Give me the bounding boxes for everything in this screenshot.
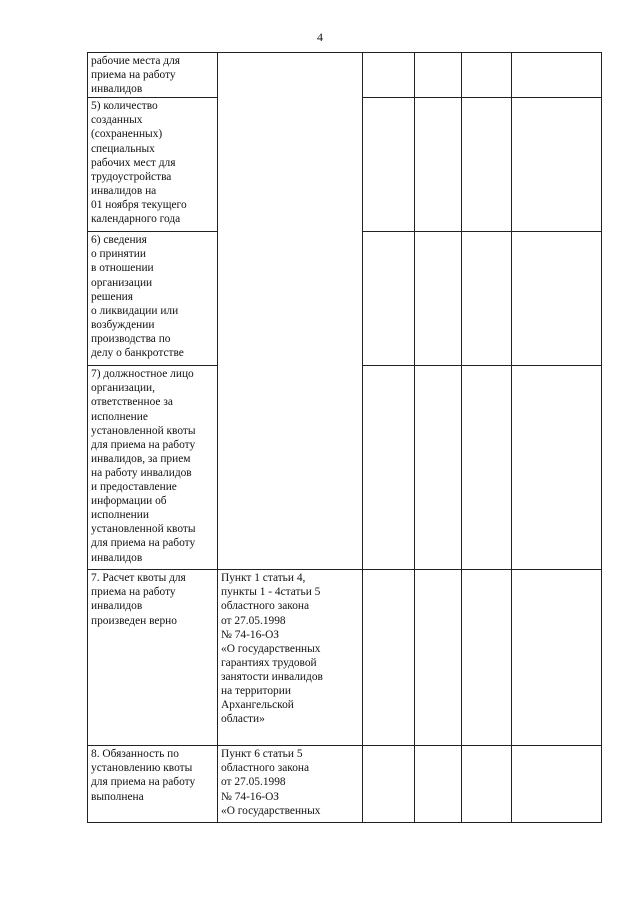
criterion-cell — [88, 366, 218, 570]
answer-cell — [462, 746, 512, 823]
answer-cell — [512, 746, 602, 823]
basis-cell — [218, 570, 363, 746]
criterion-text: 5) количество созданных (сохраненных) специальных рабочих мест для трудоустройства инвалидов на 01 ноября текущего календарного года — [91, 100, 187, 226]
answer-cell — [462, 570, 512, 746]
answer-cell — [363, 98, 415, 232]
table-row — [88, 53, 602, 98]
answer-cell — [415, 53, 462, 98]
criterion-cell — [88, 53, 218, 98]
answer-cell — [363, 570, 415, 746]
answer-cell — [512, 53, 602, 98]
criterion-cell — [88, 746, 218, 823]
answer-cell — [415, 570, 462, 746]
answer-cell — [363, 366, 415, 570]
answer-cell — [415, 366, 462, 570]
page-number: 4 — [317, 30, 323, 44]
legal-basis-text: Пункт 6 статьи 5 областного закона от 27.05.1998 № 74-16-ОЗ «О государственных — [221, 748, 321, 817]
answer-cell — [363, 53, 415, 98]
legal-basis-text: Пункт 1 статьи 4, пункты 1 - 4статьи 5 областного закона от 27.05.1998 № 74-16-ОЗ «О государственных гарантиях трудовой занятости инвалидов на территории Архангельской области» — [221, 572, 323, 726]
answer-cell — [363, 232, 415, 366]
basis-cell — [218, 746, 363, 823]
answer-cell — [462, 53, 512, 98]
criterion-cell — [88, 232, 218, 366]
answer-cell — [415, 746, 462, 823]
answer-cell — [512, 232, 602, 366]
criterion-text: 6) сведения о принятии в отношении организации решения о ликвидации или возбуждении производства по делу о банкротстве — [91, 234, 184, 360]
answer-cell — [512, 366, 602, 570]
answer-cell — [363, 746, 415, 823]
table-row — [88, 746, 602, 823]
criterion-text: 8. Обязанность по установлению квоты для приема на работу выполнена — [91, 748, 196, 803]
answer-cell — [512, 570, 602, 746]
answer-cell — [462, 366, 512, 570]
answer-cell — [512, 98, 602, 232]
table-row — [88, 570, 602, 746]
inspection-checklist-table — [87, 52, 602, 823]
criterion-text: 7) должностное лицо организации, ответственное за исполнение установленной квоты для приема на работу инвалидов, за прием на работу инвалидов и предоставление информации об исполнении установленной квоты для приема на работу инвалидов — [91, 368, 196, 564]
answer-cell — [462, 98, 512, 232]
answer-cell — [415, 98, 462, 232]
basis-cell — [218, 53, 363, 570]
criterion-text: 7. Расчет квоты для приема на работу инвалидов произведен верно — [91, 572, 186, 627]
criterion-cell — [88, 570, 218, 746]
criterion-text: рабочие места для приема на работу инвалидов — [91, 55, 181, 96]
answer-cell — [462, 232, 512, 366]
criterion-cell — [88, 98, 218, 232]
answer-cell — [415, 232, 462, 366]
